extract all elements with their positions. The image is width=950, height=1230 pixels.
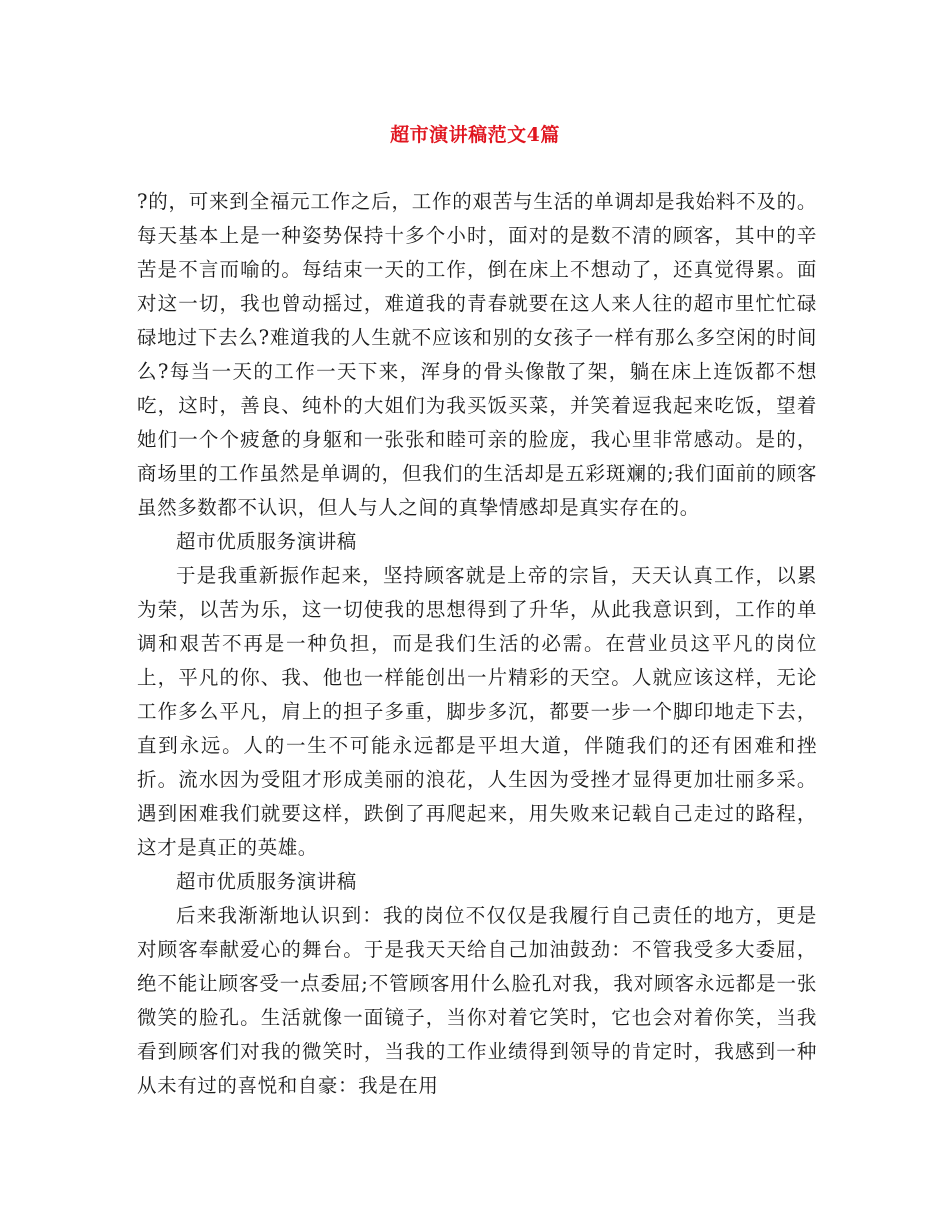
document-title: 超市演讲稿范文4篇 [390,124,560,146]
document-body [137,185,817,1103]
paragraph-renewal: 于是我重新振作起来，坚持顾客就是上帝的宗旨，天天认真工作，以累为荣，以苦为乐，这一切使我的思想得到了升华，从此我意识到，工作的单调和艰苦不再是一种负担，而是我们生活的必需。在营业员这平凡的岗位上，平凡的你、我、他也一样能创出一片精彩的天空。人就应该这样，无论工作多么平凡，肩上的担子多重，脚步多沉，都要一步一个脚印地走下去，直到永远。人的一生不可能永远都是平坦大道，伴随我们的还有困难和挫折。流水因为受阻才形成美丽的浪花，人生因为受挫才显得更加壮丽多采。遇到困难我们就要这样，跌倒了再爬起来，用失败来记载自己走过的路程，这才是真正的英雄。 [137,564,817,859]
paragraph-realization: 后来我渐渐地认识到：我的岗位不仅仅是我履行自己责任的地方，更是对顾客奉献爱心的舞台。于是我天天给自己加油鼓劲：不管我受多大委屈，绝不能让顾客受一点委屈;不管顾客用什么脸孔对我，我对顾客永远都是一张微笑的脸孔。生活就像一面镜子，当你对着它笑时，它也会对着你笑，当我看到顾客们对我的微笑时，当我的工作业绩得到领导的肯定时，我感到一种从未有过的喜悦和自豪：我是在用 [137,904,817,1097]
paragraph-opening: ?的，可来到全福元工作之后，工作的艰苦与生活的单调却是我始料不及的。每天基本上是一种姿势保持十多个小时，面对的是数不清的顾客，其中的辛苦是不言而喻的。每结束一天的工作，倒在床上不想动了，还真觉得累。面对这一切，我也曾动摇过，难道我的青春就要在这人来人往的超市里忙忙碌碌地过下去么?难道我的人生就不应该和别的女孩子一样有那么多空闲的时间么?每当一天的工作一天下来，浑身的骨头像散了架，躺在床上连饭都不想吃，这时，善良、纯朴的大姐们为我买饭买菜，并笑着逗我起来吃饭，望着她们一个个疲惫的身躯和一张张和睦可亲的脸庞，我心里非常感动。是的，商场里的工作虽然是单调的，但我们的生活却是五彩斑斓的;我们面前的顾客虽然多数都不认识，但人与人之间的真挚情感却是真实存在的。 [137,190,817,519]
section-heading: 超市优质服务演讲稿 [176,530,357,553]
section-heading: 超市优质服务演讲稿 [176,870,357,893]
